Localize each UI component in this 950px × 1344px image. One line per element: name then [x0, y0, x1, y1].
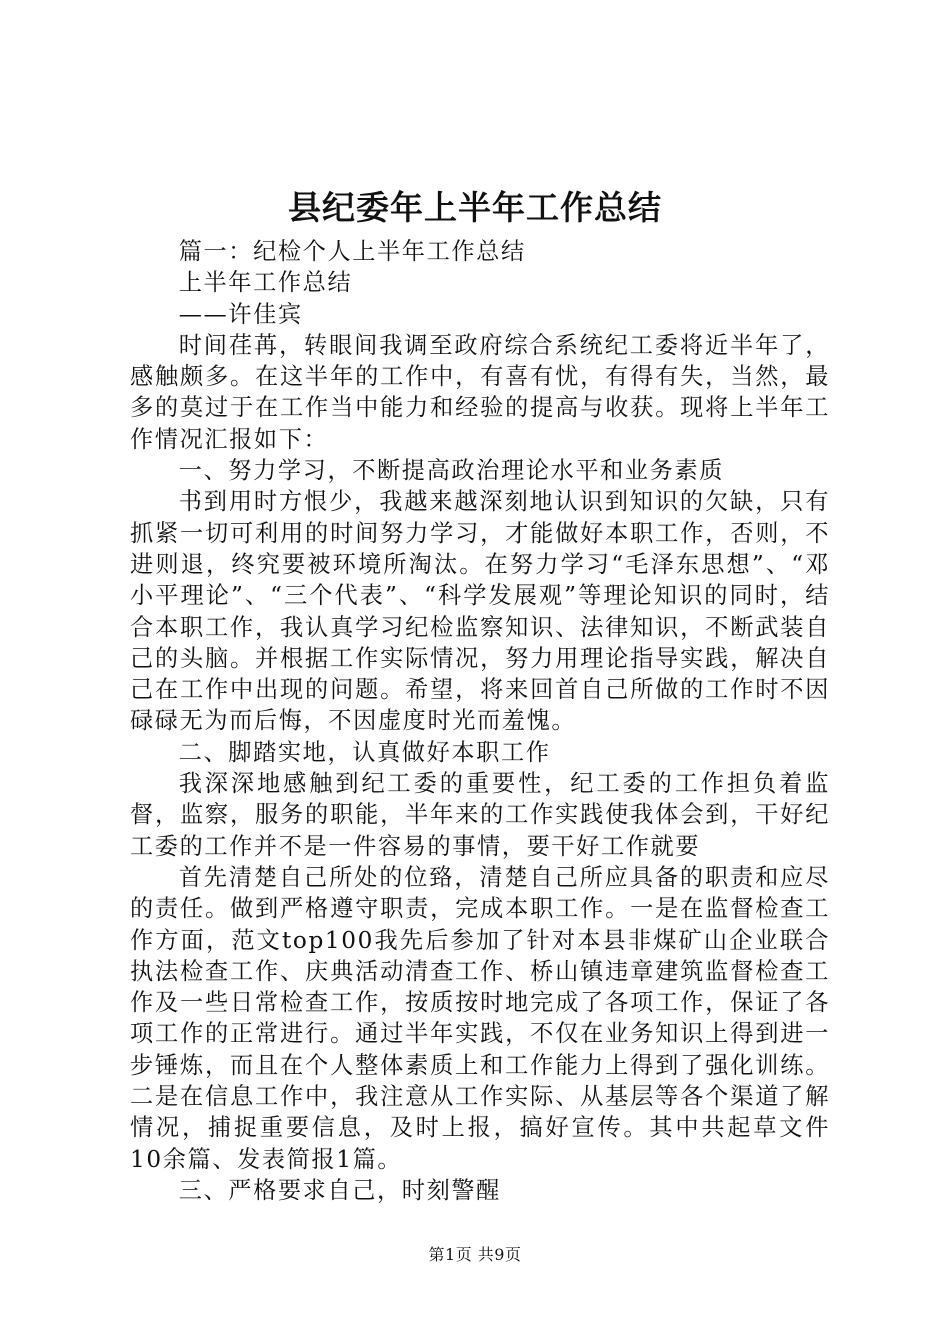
body-paragraph: 时间荏苒，转眼间我调至政府综合系统纪工委将近半年了，感触颇多。在这半年的工作中，有喜有忧，有得有失，当然，最多的莫过于在工作当中能力和经验的提高与收获。现将上半年工作情况汇报如下：: [130, 331, 830, 453]
section-heading: 二、脚踏实地，认真做好本职工作: [178, 738, 551, 766]
subtitle: 上半年工作总结: [178, 269, 353, 297]
author-line: ——许佳宾: [178, 300, 303, 328]
section-heading: 三、严格要求自己，时刻警醒: [178, 1176, 501, 1204]
body-paragraph: 首先清楚自己所处的位臵，清楚自己所应具备的职责和应尽的责任。做到严格遵守职责，完成本职工作。一是在监督检查工作方面，范文top100我先后参加了针对本县非煤矿山企业联合执法检查工作、庆典活动清查工作、桥山镇违章建筑监督检查工作及一些日常检查工作，按质按时地完成了各项工作，保证了各项工作的正常进行。通过半年实践，不仅在业务知识上得到进一步锤炼，而且在个人整体素质上和工作能力上得到了强化训练。二是在信息工作中，我注意从工作实际、从基层等各个渠道了解情况，捕捉重要信息，及时上报，搞好宣传。其中共起草文件10余篇、发表简报1篇。: [130, 863, 830, 1173]
section-heading-part-one: 篇一：纪检个人上半年工作总结: [178, 238, 526, 265]
body-paragraph: 我深深地感触到纪工委的重要性，纪工委的工作担负着监督，监察，服务的职能，半年来的工作实践使我体会到，干好纪工委的工作并不是一件容易的事情，要干好工作就要: [130, 770, 830, 860]
document-title: 县纪委年上半年工作总结: [288, 188, 662, 227]
document-body: [130, 236, 830, 1206]
section-heading: 一、努力学习，不断提高政治理论水平和业务素质: [178, 457, 725, 485]
page-number-footer: 第1页 共9页: [428, 1245, 522, 1264]
body-paragraph: 书到用时方恨少，我越来越深刻地认识到知识的欠缺，只有抓紧一切可利用的时间努力学习，才能做好本职工作，否则，不进则退，终究要被环境所淘汰。在努力学习“毛泽东思想”、“邓小平理论”、“三个代表”、“科学发展观”等理论知识的同时，结合本职工作，我认真学习纪检监察知识、法律知识，不断武装自己的头脑。并根据工作实际情况，努力用理论指导实践，解决自己在工作中出现的问题。希望，将来回首自己所做的工作时不因碌碌无为而后悔，不因虚度时光而羞愧。: [130, 488, 830, 735]
